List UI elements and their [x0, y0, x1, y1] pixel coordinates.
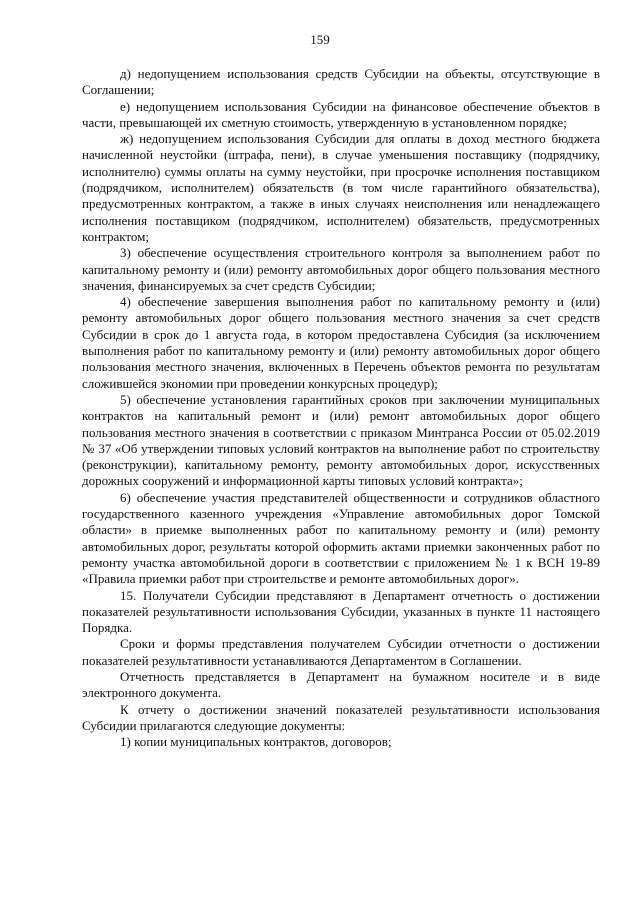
paragraph-deadlines: Сроки и формы представления получателем Субсидии отчетности о достижении показателей результативности устанавливаются Департаментом в Соглашении.	[82, 636, 600, 668]
document-body	[82, 66, 600, 750]
paragraph-3: 3) обеспечение осуществления строительного контроля за выполнением работ по капитальному ремонту и (или) ремонту автомобильных дорог общего пользования местного значения, финансируемых за счет средств Субсидии;	[82, 245, 600, 293]
paragraph-attachment-1: 1) копии муниципальных контрактов, договоров;	[120, 734, 392, 750]
paragraph-zh: ж) недопущением использования Субсидии для оплаты в доход местного бюджета начисленной неустойки (штрафа, пени), в случае уменьшения поставщику (подрядчику, исполнителю) суммы оплаты на сумму неустойки, при просрочке исполнения поставщиком (подрядчиком, исполнителем) обязательств (в том числе гарантийного обязательства), предусмотренных контрактом, а также в иных случаях неисполнения или ненадлежащего исполнения поставщиком (подрядчиком, исполнителем) обязательств, предусмотренных контрактом;	[82, 131, 600, 244]
page-number: 159	[310, 32, 330, 47]
paragraph-4: 4) обеспечение завершения выполнения работ по капитальному ремонту и (или) ремонту автомобильных дорог общего пользования местного значения за счет средств Субсидии в срок до 1 августа года, в котором предоставлена Субсидия (за исключением выполнения работ по капитальному ремонту и (или) ремонту автомобильных дорог общего пользования местного значения, включенных в Перечень объектов ремонта по результатам сложившейся экономии при проведении конкурсных процедур);	[82, 294, 600, 391]
paragraph-report-format: Отчетность представляется в Департамент на бумажном носителе и в виде электронного документа.	[82, 668, 600, 701]
paragraph-e: е) недопущением использования Субсидии на финансовое обеспечение объектов в части, превышающей их сметную стоимость, утвержденную в установленном порядке;	[82, 98, 600, 130]
paragraph-6: 6) обеспечение участия представителей общественности и сотрудников областного государственного казенного учреждения «Управление автомобильных дорог Томской области» в приемке выполненных работ по капитальному ремонту и (или) ремонту автомобильных дорог, результаты которой оформить актами приемки законченных работ по ремонту участка автомобильной дороги в соответствии с приложением № 1 к ВСН 19-89 «Правила приемки работ при строительстве и ремонте автомобильных дорог».	[82, 489, 600, 587]
paragraph-d: д) недопущением использования средств Субсидии на объекты, отсутствующие в Соглашении;	[82, 66, 600, 98]
paragraph-15: 15. Получатели Субсидии представляют в Департамент отчетность о достижении показателей результативности использования Субсидии, указанных в пункте 11 настоящего Порядка.	[82, 587, 600, 636]
paragraph-5: 5) обеспечение установления гарантийных сроков при заключении муниципальных контрактов на капитальный ремонт и (или) ремонт автомобильных дорог общего пользования местного значения в соответствии с приказом Минтранса России от 05.02.2019 № 37 «Об утверждении типовых условий контрактов на выполнение работ по строительству (реконструкции), капитальному ремонту, ремонту автомобильных дорог, искусственных дорожных сооружений и информационной карты типовых условий контракта»;	[82, 391, 600, 489]
paragraph-attachments: К отчету о достижении значений показателей результативности использования Субсидии прилагаются следующие документы:	[82, 701, 600, 733]
